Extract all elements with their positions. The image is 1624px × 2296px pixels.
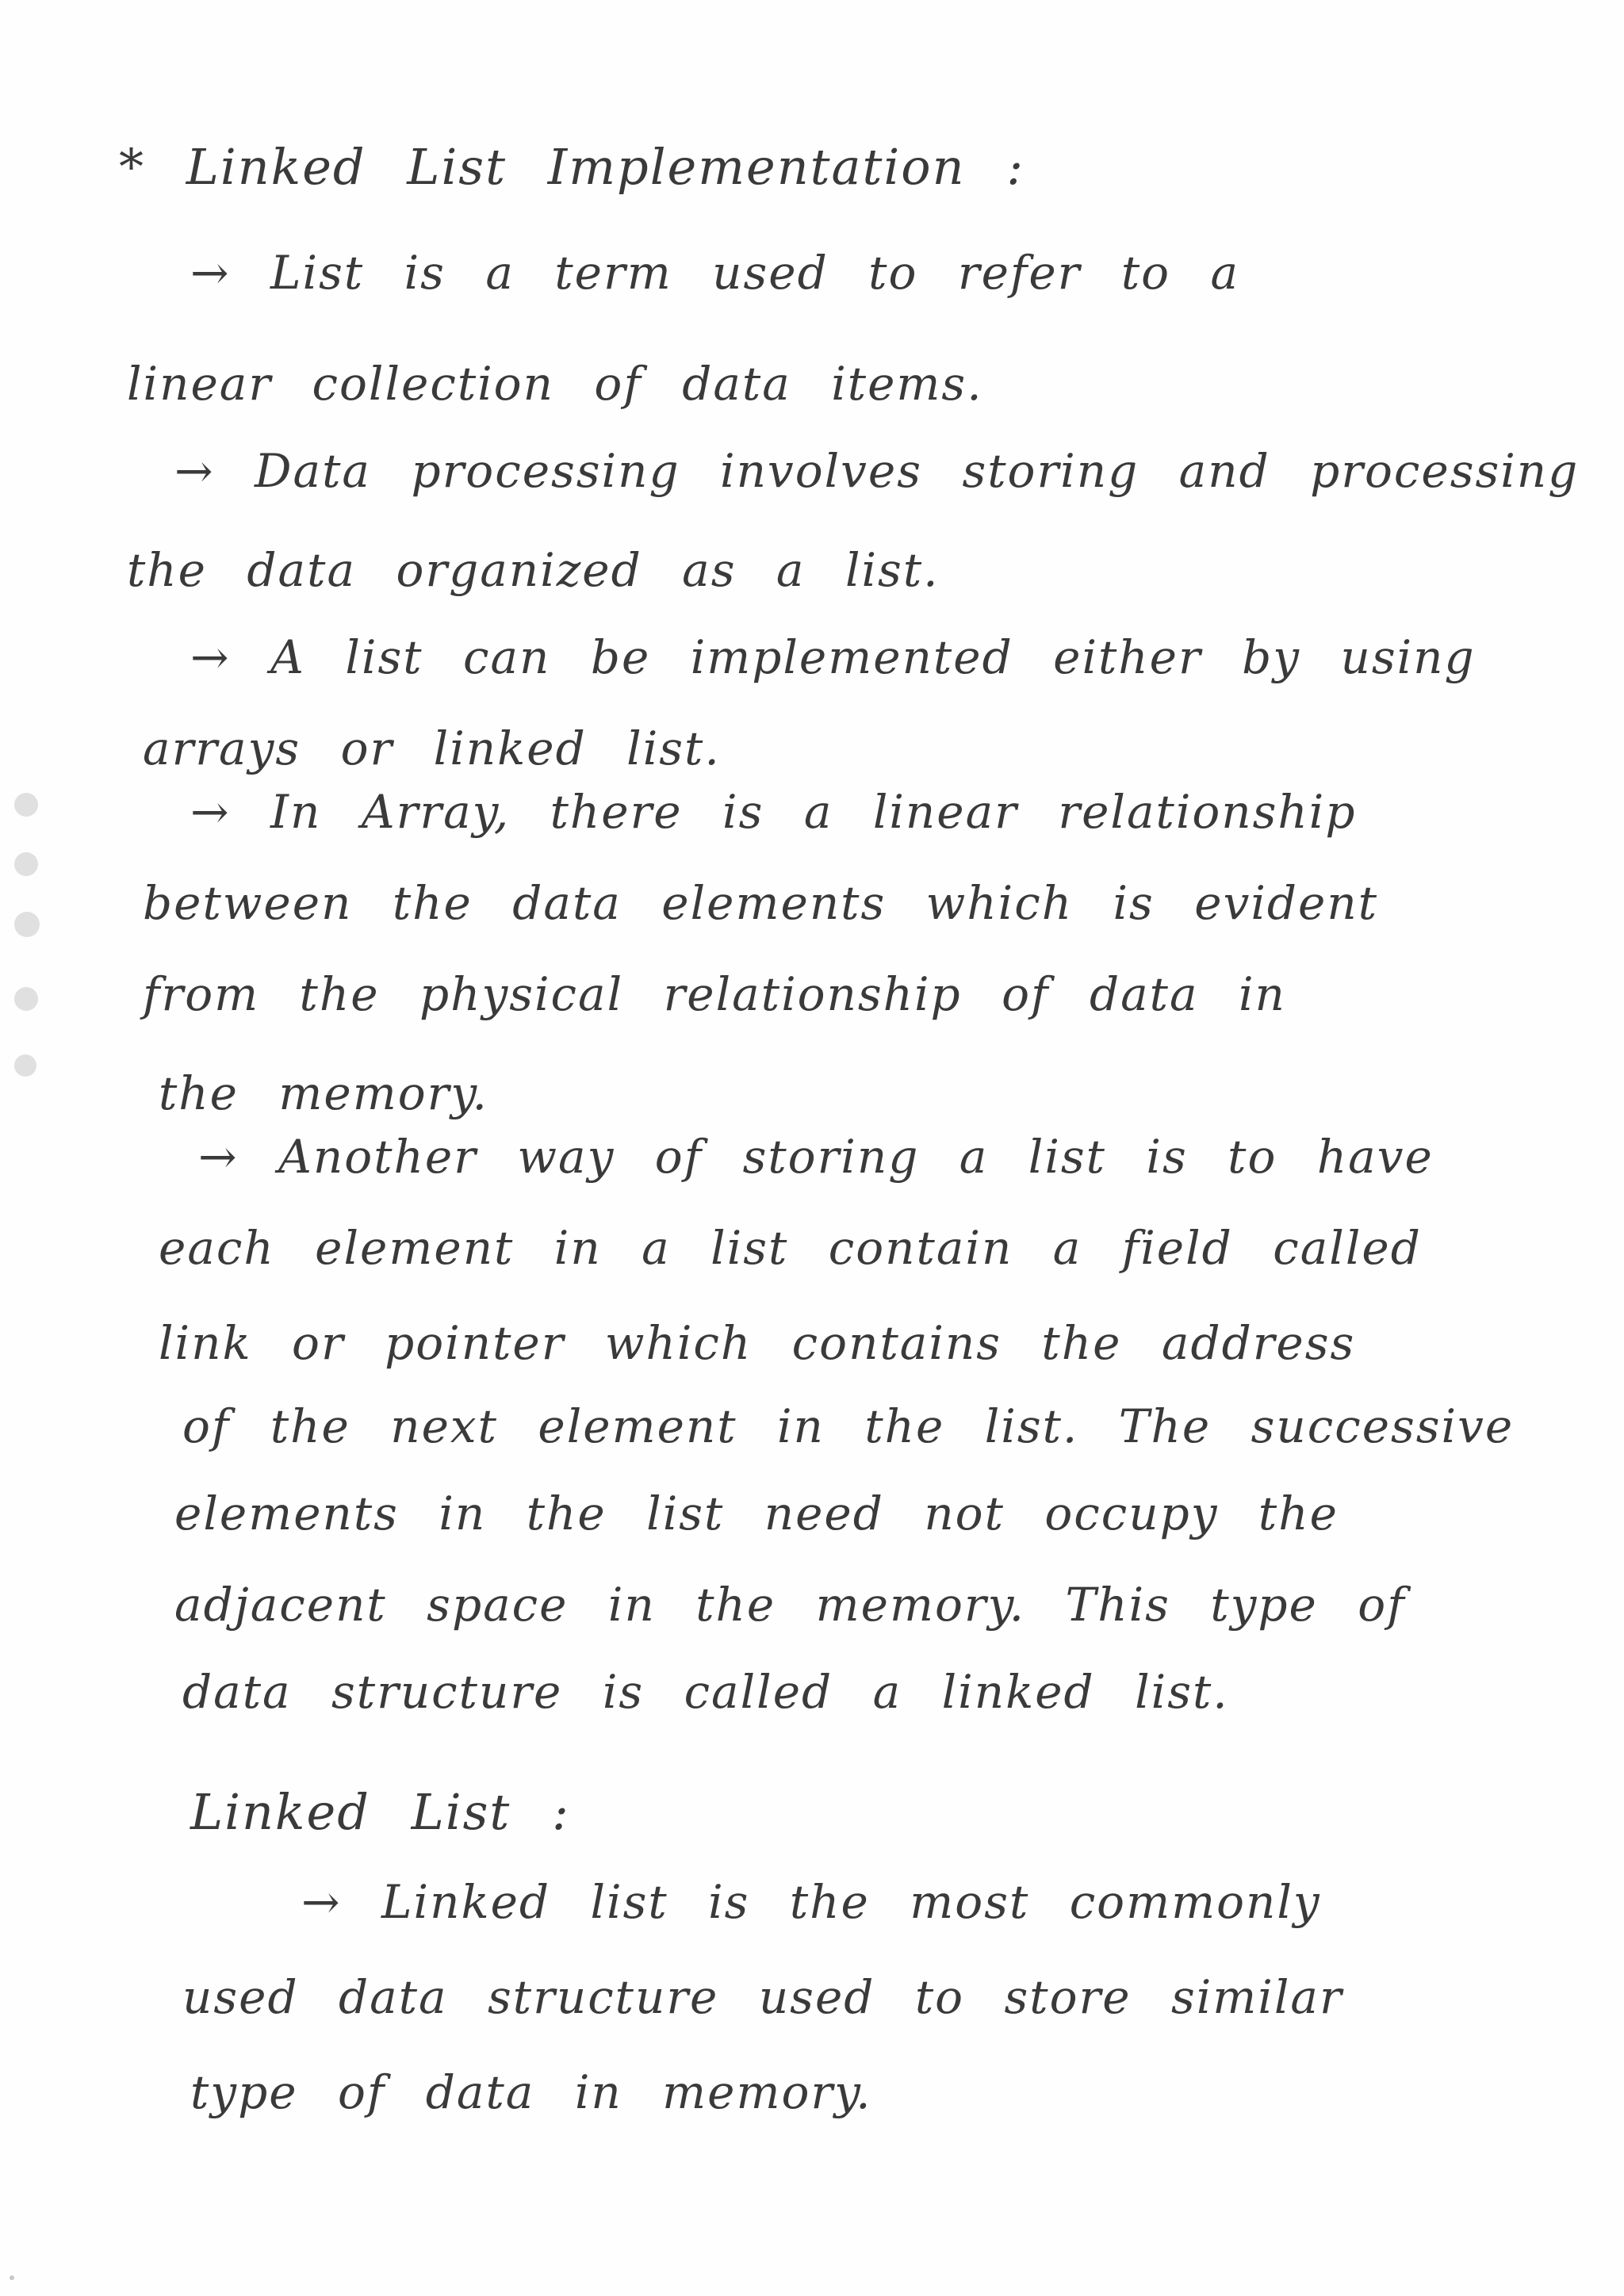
note-line: data structure is called a linked list. — [182, 1665, 1229, 1719]
note-line: adjacent space in the memory. This type of — [174, 1578, 1406, 1632]
note-line: → List is a term used to refer to a — [190, 246, 1240, 300]
note-line: the memory. — [159, 1066, 488, 1120]
note-line: link or pointer which contains the address — [159, 1316, 1356, 1370]
note-line: → Another way of storing a list is to have — [198, 1130, 1434, 1184]
punch-hole-mark — [14, 912, 40, 937]
paper-speck — [10, 2275, 14, 2280]
note-line: of the next element in the list. The successive — [182, 1399, 1515, 1453]
note-line: between the data elements which is evident — [143, 876, 1379, 930]
page-title: * Linked List Implementation : — [119, 138, 1025, 196]
section-heading: Linked List : — [190, 1783, 570, 1841]
note-line: linear collection of data items. — [127, 357, 983, 411]
note-line: used data structure used to store similar — [182, 1970, 1343, 2024]
note-line: from the physical relationship of data in — [143, 967, 1286, 1021]
punch-hole-mark — [14, 793, 38, 817]
note-line: → In Array, there is a linear relationship — [190, 785, 1357, 839]
punch-hole-mark — [14, 1054, 36, 1077]
note-line: elements in the list need not occupy the — [174, 1487, 1339, 1540]
punch-hole-mark — [14, 987, 38, 1011]
note-line: → A list can be implemented either by using — [190, 630, 1476, 684]
punch-hole-mark — [14, 852, 38, 876]
note-line: → Data processing involves storing and processing — [174, 444, 1580, 498]
note-line: → Linked list is the most commonly — [301, 1875, 1321, 1929]
note-line: type of data in memory. — [190, 2065, 872, 2119]
note-line: the data organized as a list. — [127, 543, 940, 597]
note-line: arrays or linked list. — [143, 721, 721, 775]
note-line: each element in a list contain a field called — [159, 1221, 1422, 1275]
